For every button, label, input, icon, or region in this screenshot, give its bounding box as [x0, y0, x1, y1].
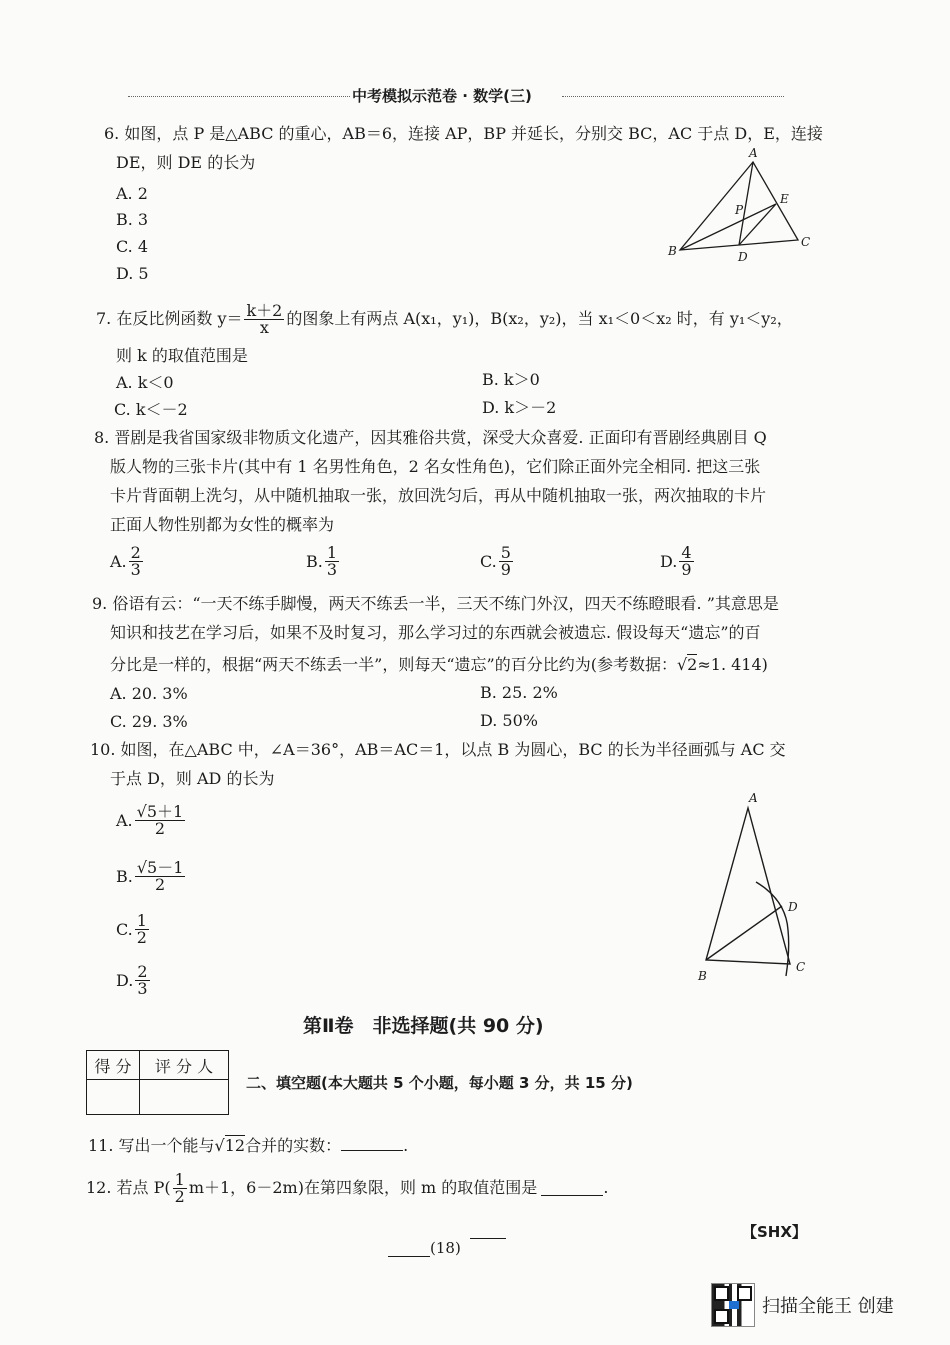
q8-stem-line4: 正面人物性别都为女性的概率为	[110, 515, 335, 534]
q6-label-a: A	[749, 146, 758, 160]
q10-label-c: C	[796, 960, 806, 974]
q7-stem-line2: 则 k 的取值范围是	[116, 346, 248, 365]
q9-option-a: A. 20. 3%	[110, 684, 188, 703]
q6-option-d: D. 5	[116, 264, 149, 283]
page-number-value: 18	[435, 1239, 455, 1257]
q10-option-a-den: 2	[154, 819, 166, 838]
q6-label-c: C	[801, 235, 811, 249]
q8-option-a-den: 3	[130, 560, 141, 579]
q6-triangle-figure	[660, 145, 820, 270]
q10-option-b-label: B.	[116, 866, 133, 886]
q12-stem	[86, 1170, 608, 1206]
q10-option-d-label: D.	[116, 970, 134, 990]
q10-stem-line2: 于点 D，则 AD 的长为	[110, 769, 275, 788]
q10-option-c-den: 2	[136, 928, 147, 947]
q8-option-d-den: 9	[681, 560, 692, 579]
q11-radicand: 12	[224, 1136, 246, 1155]
q12-end: .	[603, 1178, 609, 1197]
q6-stem-line2: DE，则 DE 的长为	[116, 153, 256, 172]
q10-option-d-num: 2	[137, 962, 148, 981]
q10-label-a: A	[749, 791, 758, 805]
score-table-col1: 得 分	[87, 1051, 140, 1080]
q11-post: 合并的实数：	[245, 1136, 342, 1155]
q8-stem-line1: 8. 晋剧是我省国家级非物质文化遗产，因其雅俗共赏，深受大众喜爱. 正面印有晋剧经典剧目 Q	[94, 428, 767, 447]
q12-answer-blank[interactable]	[541, 1181, 603, 1196]
q7-stem-post: 的图象上有两点 A(x₁，y₁)，B(x₂，y₂)，当 x₁＜0＜x₂ 时，有 y₁＜y₂，	[286, 309, 793, 328]
q12-pre: 12. 若点 P(	[86, 1178, 171, 1197]
q8-option-d-label: D.	[660, 551, 678, 571]
q9-option-c: C. 29. 3%	[110, 712, 188, 731]
q8-option-a-num: 2	[130, 543, 141, 562]
q7-option-d: D. k＞－2	[482, 398, 557, 417]
q8-option-b-den: 3	[326, 560, 338, 579]
q7-fraction	[244, 300, 284, 337]
q7-option-c: C. k＜－2	[114, 400, 188, 419]
q10-option-d-den: 3	[137, 979, 148, 998]
q6-label-p: P	[735, 203, 744, 217]
header-rule-left	[128, 96, 350, 97]
q12-fraction	[173, 1169, 187, 1206]
q6-option-a: A. 2	[116, 184, 148, 203]
q6-label-b: B	[668, 244, 677, 258]
q11-stem	[88, 1136, 408, 1156]
q8-option-c-den: 9	[500, 560, 511, 579]
q10-option-c-num: 1	[136, 911, 147, 930]
q6-label-d: D	[738, 250, 748, 264]
page-header-title: 中考模拟示范卷 · 数学(三)	[352, 87, 532, 105]
q6-option-b: B. 3	[116, 210, 149, 229]
q12-fraction-denominator: 2	[174, 1186, 185, 1206]
q10-option-b-den: 2	[155, 875, 166, 894]
watermark-text: 扫描全能王 创建	[762, 1296, 894, 1317]
exam-code: 【SHX】	[742, 1223, 807, 1241]
q12-mid: m＋1，6－2m)在第四象限，则 m 的取值范围是	[188, 1178, 538, 1197]
q8-option-b-num: 1	[326, 543, 338, 562]
q10-option-c-label: C.	[116, 919, 133, 939]
q7-stem-line1	[96, 302, 793, 336]
q10-segment-bd	[706, 906, 782, 960]
q11-answer-blank[interactable]	[341, 1136, 403, 1151]
q12-fraction-numerator: 1	[174, 1169, 185, 1189]
q8-option-c-num: 5	[500, 543, 511, 562]
q10-triangle-figure	[690, 790, 820, 990]
q9-line3-pre: 分比是一样的，根据“两天不练丢一半”，则每天“遗忘”的百分比约为(参考数据：√	[110, 655, 688, 674]
q8-option-c	[480, 545, 515, 578]
q10-option-a	[116, 804, 187, 837]
q10-option-b	[116, 860, 187, 893]
q8-option-b	[306, 545, 341, 578]
q7-option-a: A. k＜0	[116, 373, 174, 392]
q8-option-c-label: C.	[480, 551, 497, 571]
header-rule-right	[562, 96, 784, 97]
q10-option-a-label: A.	[116, 810, 133, 830]
q9-stem-line3	[110, 655, 768, 675]
q8-option-a	[110, 545, 145, 578]
score-cell[interactable]	[87, 1080, 140, 1115]
q6-option-c: C. 4	[116, 237, 149, 256]
q8-option-a-label: A.	[110, 551, 127, 571]
q10-option-d	[116, 964, 152, 997]
q11-end: .	[403, 1136, 409, 1155]
q10-triangle-abc	[706, 808, 790, 964]
page-number: (18)	[430, 1239, 461, 1257]
q6-stem-line1: 6. 如图，点 P 是△ABC 的重心，AB＝6，连接 AP，BP 并延长，分别交 BC，AC 于点 D，E，连接	[104, 124, 823, 143]
score-table	[86, 1050, 229, 1115]
q9-option-d: D. 50%	[480, 711, 538, 730]
q10-option-a-num: √5＋1	[136, 802, 184, 821]
q8-option-d	[660, 545, 696, 578]
q7-fraction-denominator: x	[259, 317, 269, 337]
q8-option-d-num: 4	[681, 543, 692, 562]
q9-stem-line1: 9. 俗语有云：“一天不练手脚慢，两天不练丢一半，三天不练门外汉，四天不练瞪眼看. ”其意思是	[92, 594, 779, 613]
q9-stem-line2: 知识和技艺在学习后，如果不及时复习，那么学习过的东西就会被遗忘. 假设每天“遗忘”的百	[110, 623, 761, 642]
section2-title: 二、填空题(本大题共 5 个小题，每小题 3 分，共 15 分)	[246, 1074, 633, 1092]
qr-code-icon	[712, 1284, 754, 1326]
q11-pre: 11. 写出一个能与√	[88, 1136, 225, 1155]
part2-title: 第Ⅱ卷 非选择题(共 90 分)	[303, 1015, 544, 1037]
grader-cell[interactable]	[140, 1080, 229, 1115]
score-table-col2: 评 分 人	[140, 1051, 229, 1080]
page-number-rule-left	[388, 1256, 430, 1257]
q7-fraction-numerator: k＋2	[246, 300, 283, 320]
q10-label-b: B	[698, 969, 707, 983]
q9-option-b: B. 25. 2%	[480, 683, 558, 702]
q7-stem-pre: 7. 在反比例函数 y＝	[96, 309, 243, 328]
q10-label-d: D	[788, 900, 798, 914]
q9-line3-post: ≈1. 414)	[697, 655, 768, 674]
q9-line3-radicand: 2	[687, 655, 698, 674]
q10-option-c	[116, 913, 151, 946]
q10-option-b-num: √5－1	[136, 858, 184, 877]
q8-option-b-label: B.	[306, 551, 323, 571]
q6-label-e: E	[780, 192, 789, 206]
q8-stem-line3: 卡片背面朝上洗匀，从中随机抽取一张，放回洗匀后，再从中随机抽取一张，两次抽取的卡片	[110, 486, 767, 505]
q8-stem-line2: 版人物的三张卡片(其中有 1 名男性角色，2 名女性角色)，它们除正面外完全相同. 把这三张	[110, 457, 761, 476]
q10-stem-line1: 10. 如图，在△ABC 中，∠A＝36°，AB＝AC＝1，以点 B 为圆心，BC 的长为半径画弧与 AC 交	[90, 740, 786, 759]
q7-option-b: B. k＞0	[482, 370, 540, 389]
page-number-rule-right	[470, 1238, 506, 1239]
